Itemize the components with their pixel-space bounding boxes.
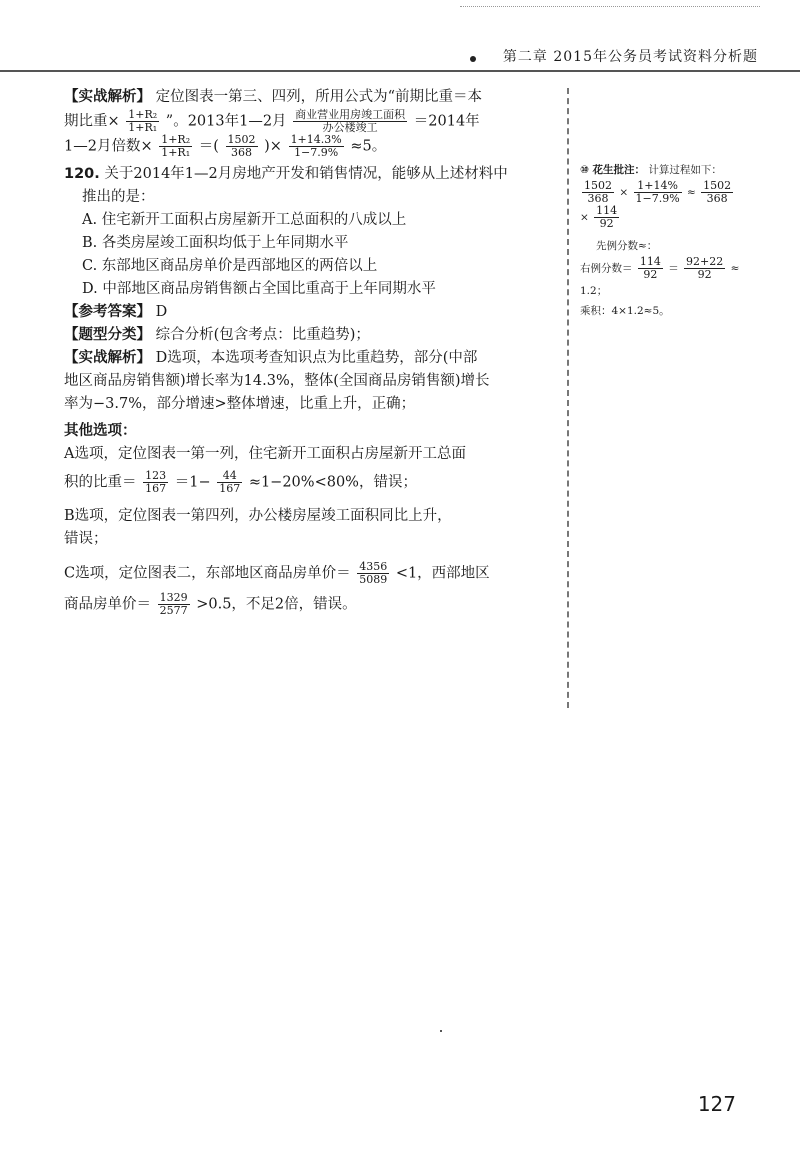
text: × (580, 211, 589, 224)
margin-divider (567, 88, 569, 708)
fraction (217, 470, 242, 495)
analysis2-tag: 【实战解析】 (64, 350, 151, 366)
text: 期比重× (64, 113, 120, 130)
fraction (226, 134, 258, 159)
frac-num: 92+22 (686, 255, 724, 268)
frac-num: 1+14.3% (290, 133, 342, 146)
fraction (634, 180, 682, 205)
analysis1-para (64, 86, 554, 109)
frac-num: 1329 (159, 591, 188, 604)
analysis2-para (64, 347, 554, 370)
frac-num: 商业营业用房竣工面积 (295, 108, 406, 121)
category-value: 综合分析(包含考点：比重趋势)； (155, 327, 370, 343)
frac-den: 1−7.9% (294, 146, 339, 159)
text: ＝2014年 (413, 113, 480, 130)
optC-line2 (64, 592, 554, 617)
text: ≈1−20%<80%，错误； (248, 474, 417, 491)
analysis1-line2 (64, 109, 554, 134)
fraction (582, 180, 614, 205)
text: ＝( (198, 138, 219, 155)
frac-num: 1+14% (634, 180, 682, 193)
text: ≈ (730, 262, 740, 275)
answer-tag: 【参考答案】 (64, 304, 151, 320)
fraction (289, 134, 344, 159)
text: 1—2月倍数× (64, 138, 153, 155)
running-header: 第二章 2015年公务员考试资料分析题 (502, 49, 758, 65)
analysis1-line1: 定位图表一第三、四列，所用公式为“前期比重＝本 (155, 89, 483, 105)
frac-den: 1+R₁ (161, 146, 191, 159)
side-calc-line1 (580, 180, 780, 205)
side-ratio-line (580, 256, 780, 281)
frac-num: 1502 (227, 133, 256, 146)
answer-line (64, 301, 554, 324)
text: 商品房单价＝ (64, 596, 151, 613)
fraction (159, 134, 192, 159)
header-rule (0, 70, 800, 72)
fraction (701, 180, 733, 205)
header-dotted-line (460, 6, 760, 11)
optC-line1 (64, 561, 554, 586)
category-line (64, 324, 554, 347)
text: ≈5。 (350, 138, 387, 155)
frac-num: 1+R₂ (128, 108, 158, 121)
fraction (293, 109, 407, 134)
side-product: 乘积：4×1.2≈5。 (580, 305, 670, 317)
frac-num: 1+R₂ (161, 133, 191, 146)
fraction (684, 256, 725, 281)
frac-num: 123 (145, 469, 167, 482)
analysis1-tag: 【实战解析】 (64, 89, 151, 105)
side-calc-line2 (580, 205, 780, 230)
frac-den: 办公楼竣工 (322, 121, 378, 134)
text: C选项，定位图表二，东部地区商品房单价＝ (64, 565, 351, 582)
fraction (143, 470, 168, 495)
text: <1，西部地区 (395, 565, 490, 582)
main-column (64, 86, 554, 617)
frac-num: 44 (217, 470, 242, 483)
side-note-intro: 计算过程如下： (648, 164, 722, 176)
frac-den: 92 (643, 268, 658, 281)
header-bullet (470, 56, 476, 62)
analysis2-line1: D选项，本选项考查知识点为比重趋势，部分(中部 (155, 350, 478, 366)
frac-den: 368 (706, 192, 728, 205)
text: 右例分数＝ (580, 262, 633, 275)
optA-line1: A选项，定位图表一第一列，住宅新开工面积占房屋新开工总面 (64, 446, 466, 462)
frac-num: 1502 (703, 179, 732, 192)
fraction (357, 561, 389, 586)
other-options-label: 其他选项： (64, 423, 137, 439)
frac-den: 92 (599, 217, 614, 230)
question-text-cont: 推出的是： (82, 189, 155, 205)
question-120 (64, 163, 554, 186)
side-note (580, 160, 780, 321)
frac-den: 5089 (359, 573, 388, 586)
text: ≈ (687, 186, 696, 199)
frac-num: 4356 (359, 560, 388, 573)
analysis2-line3: 率为−3.7%，部分增速>整体增速，比重上升，正确； (64, 396, 416, 412)
optB-line1: B选项，定位图表一第四列，办公楼房屋竣工面积同比上升， (64, 508, 452, 524)
fraction (158, 592, 190, 617)
frac-den: 1+R₁ (128, 121, 158, 134)
text: × (619, 186, 629, 199)
text: ”。2013年1—2月 (165, 113, 287, 130)
print-speck (440, 1030, 442, 1032)
frac-num: 114 (596, 204, 618, 217)
frac-num: 114 (639, 255, 661, 268)
answer-value: D (155, 304, 168, 320)
frac-den: 92 (697, 268, 712, 281)
frac-num: 1502 (584, 179, 612, 192)
optB-line2: 错误； (64, 531, 108, 547)
option-b: B. 各类房屋竣工面积均低于上年同期水平 (82, 235, 349, 251)
side-note-tag: ⑩ 花生批注： (580, 164, 646, 176)
frac-den: 2577 (159, 604, 188, 617)
frac-den: 368 (231, 146, 253, 159)
optA-line2 (64, 470, 554, 495)
frac-den: 167 (219, 482, 241, 495)
question-number: 120. (64, 166, 100, 182)
analysis2-line2: 地区商品房销售额)增长率为14.3%，整体(全国商品房销售额)增长 (64, 373, 490, 389)
option-a: A. 住宅新开工面积占房屋新开工总面积的八成以上 (82, 212, 407, 228)
side-ratio-result: 1.2； (580, 285, 608, 297)
fraction (126, 109, 159, 134)
text: ＝1− (174, 474, 211, 491)
option-c: C. 东部地区商品房单价是西部地区的两倍以上 (82, 258, 378, 274)
text: ＝ (668, 262, 679, 275)
question-text: 关于2014年1—2月房地产开发和销售情况，能够从上述材料中 (104, 166, 508, 182)
text: >0.5，不足2倍，错误。 (196, 596, 357, 613)
page-number: 127 (697, 1092, 736, 1116)
fraction (594, 205, 619, 230)
option-d: D. 中部地区商品房销售额占全国比重高于上年同期水平 (82, 281, 436, 297)
category-tag: 【题型分类】 (64, 327, 151, 343)
text: 积的比重＝ (64, 474, 137, 491)
text: )× (264, 138, 282, 155)
frac-den: 1−7.9% (635, 192, 680, 205)
side-ratio-label: 先例分数≈： (596, 240, 658, 252)
fraction (638, 256, 663, 281)
frac-den: 368 (587, 192, 609, 205)
frac-den: 167 (145, 482, 167, 495)
analysis1-line3 (64, 134, 554, 159)
